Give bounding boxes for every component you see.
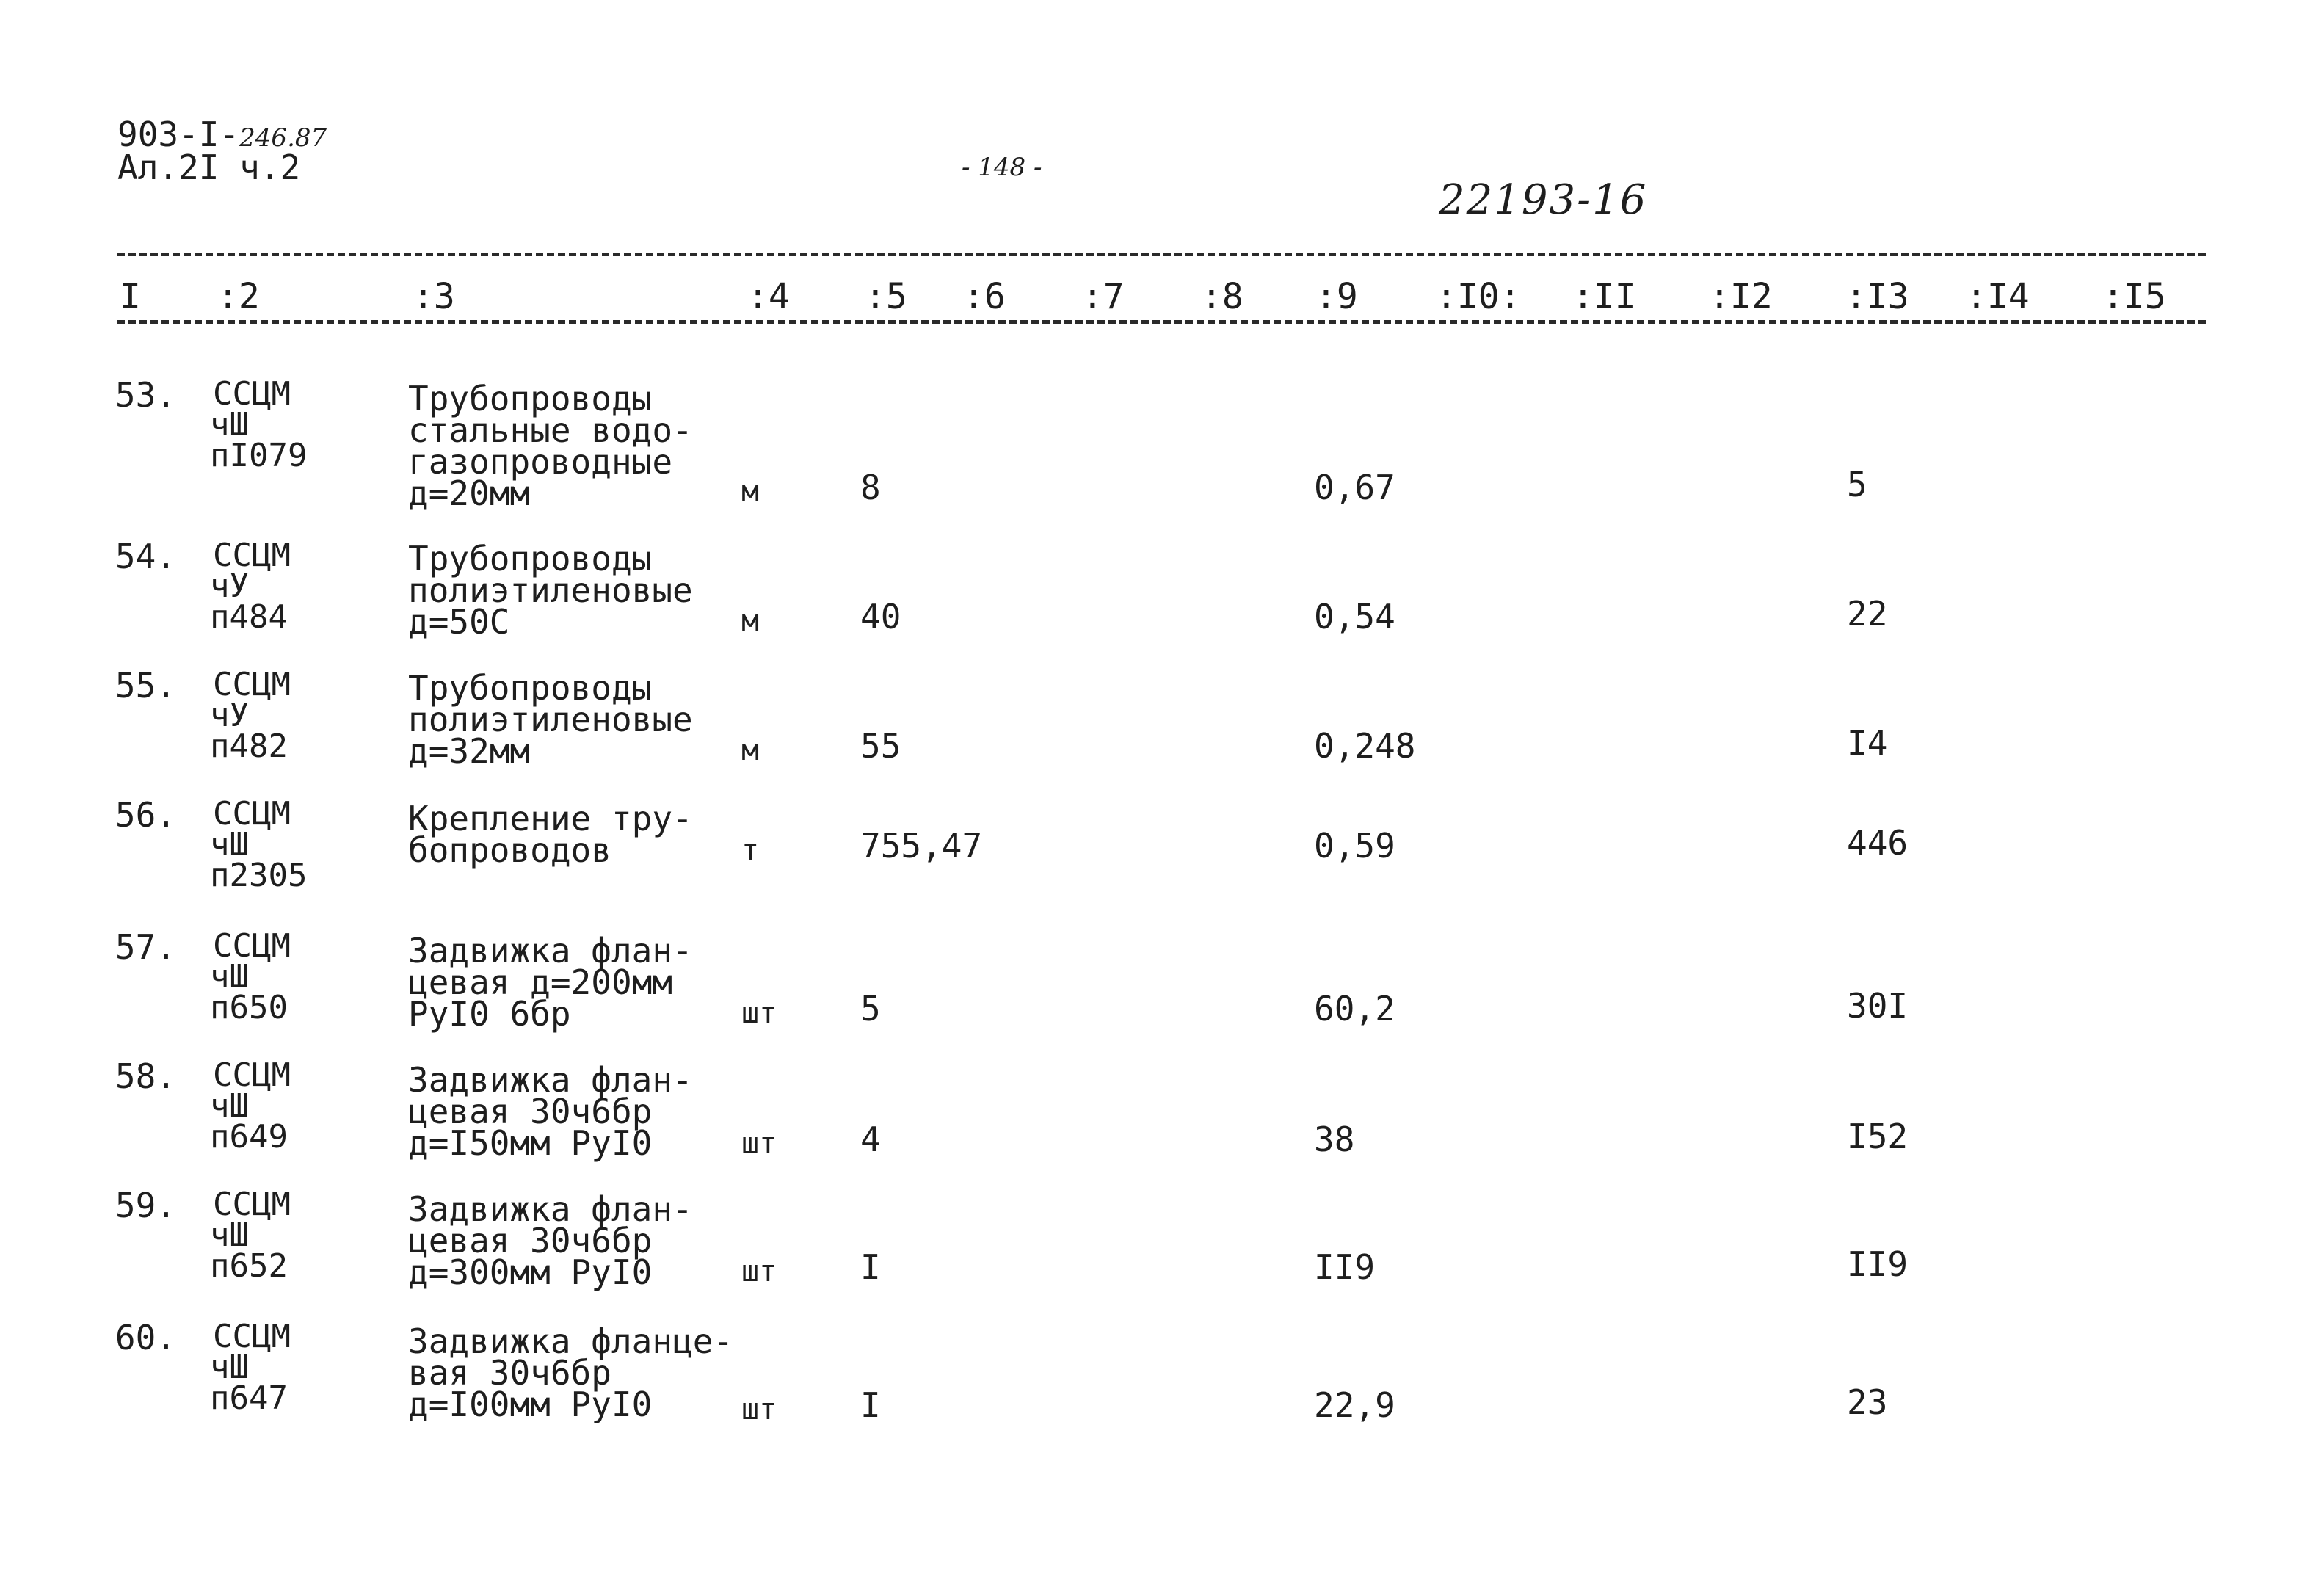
quantity: 4 <box>860 1120 881 1159</box>
item-name: Задвижка флан- <box>408 1189 693 1229</box>
total-cost: I52 <box>1847 1117 1909 1156</box>
unit-of-measure: шт <box>741 1255 777 1288</box>
price-reference: чШ <box>210 826 249 863</box>
quantity: 55 <box>860 726 901 766</box>
item-name: д=I50мм РуI0 <box>408 1123 653 1163</box>
price-reference: ССЦМ <box>213 537 291 574</box>
price-reference: чШ <box>210 1349 249 1386</box>
row-number: 59. <box>115 1186 176 1225</box>
total-cost: 5 <box>1847 465 1867 504</box>
price-reference: п484 <box>210 598 288 636</box>
quantity: I <box>860 1247 881 1287</box>
price-reference: пI079 <box>210 437 308 474</box>
item-name: цевая 30ч6бр <box>408 1092 653 1131</box>
price-reference: п647 <box>210 1379 288 1417</box>
item-name: д=I00мм РуI0 <box>408 1385 653 1424</box>
quantity: 5 <box>860 989 881 1029</box>
unit-price: 0,54 <box>1314 597 1395 636</box>
unit-of-measure: шт <box>741 1127 777 1161</box>
row-number: 57. <box>115 927 176 967</box>
quantity: 8 <box>860 468 881 507</box>
total-cost: 446 <box>1847 823 1909 863</box>
quantity: I <box>860 1385 881 1425</box>
price-reference: чШ <box>210 406 249 443</box>
item-name: д=300мм РуI0 <box>408 1252 653 1292</box>
item-name: цевая д=200мм <box>408 962 673 1002</box>
price-reference: чУ <box>210 697 249 734</box>
total-cost: 23 <box>1847 1382 1888 1422</box>
item-name: Крепление тру- <box>408 799 693 838</box>
unit-of-measure: шт <box>741 996 777 1030</box>
column-header-1: I <box>120 276 141 317</box>
column-header-11: :II <box>1572 276 1636 317</box>
unit-of-measure: шт <box>741 1393 777 1426</box>
header-bottom-rule <box>117 320 2206 324</box>
column-header-9: :9 <box>1315 276 1358 317</box>
row-number: 60. <box>115 1318 176 1357</box>
price-reference: п2305 <box>210 857 308 894</box>
price-reference: п650 <box>210 989 288 1026</box>
column-header-3: :3 <box>413 276 455 317</box>
price-reference: чШ <box>210 958 249 995</box>
unit-of-measure: т <box>741 833 760 867</box>
price-reference: чШ <box>210 1087 249 1125</box>
total-cost: II9 <box>1847 1244 1909 1284</box>
row-number: 56. <box>115 795 176 835</box>
unit-price: 0,248 <box>1314 726 1416 766</box>
column-header-13: :I3 <box>1845 276 1909 317</box>
unit-of-measure: м <box>741 733 760 767</box>
item-name: д=20мм <box>408 474 531 513</box>
item-name: Задвижка флан- <box>408 931 693 971</box>
total-cost: I4 <box>1847 723 1888 763</box>
unit-price: 60,2 <box>1314 989 1395 1029</box>
price-reference: ССЦМ <box>213 1056 291 1094</box>
unit-of-measure: м <box>741 475 760 509</box>
item-name: Задвижка фланце- <box>408 1321 734 1361</box>
total-cost: 22 <box>1847 594 1888 634</box>
item-name: полиэтиленовые <box>408 570 693 610</box>
price-reference: ССЦМ <box>213 375 291 413</box>
column-header-5: :5 <box>865 276 907 317</box>
quantity: 40 <box>860 597 901 636</box>
item-name: Трубопроводы <box>408 539 653 578</box>
unit-price: 38 <box>1314 1120 1355 1159</box>
row-number: 54. <box>115 537 176 576</box>
quantity: 755,47 <box>860 826 983 866</box>
price-reference: ССЦМ <box>213 795 291 833</box>
total-cost: 30I <box>1847 986 1909 1026</box>
column-header-8: :8 <box>1201 276 1243 317</box>
header-top-rule <box>117 253 2206 256</box>
price-reference: ССЦМ <box>213 927 291 965</box>
item-name: Задвижка флан- <box>408 1060 693 1100</box>
item-name: д=32мм <box>408 731 531 771</box>
column-header-15: :I5 <box>2102 276 2166 317</box>
unit-price: 0,67 <box>1314 468 1395 507</box>
price-reference: чШ <box>210 1216 249 1254</box>
price-reference: п482 <box>210 728 288 765</box>
price-reference: чУ <box>210 567 249 605</box>
price-reference: ССЦМ <box>213 666 291 703</box>
unit-price: 22,9 <box>1314 1385 1395 1425</box>
document-number: 22193-16 <box>1439 176 1648 224</box>
item-name: полиэтиленовые <box>408 700 693 739</box>
item-name: РуI0 6бр <box>408 994 571 1034</box>
row-number: 53. <box>115 375 176 415</box>
column-header-10: :I0: <box>1436 276 1521 317</box>
row-number: 58. <box>115 1056 176 1096</box>
column-header-6: :6 <box>963 276 1006 317</box>
price-reference: ССЦМ <box>213 1186 291 1223</box>
document-code-printed: 903-I- <box>117 115 240 154</box>
column-header-14: :I4 <box>1966 276 2030 317</box>
item-name: бопроводов <box>408 830 611 870</box>
page-number: - 148 - <box>962 153 1042 182</box>
item-name: газопроводные <box>408 442 673 482</box>
price-reference: п652 <box>210 1247 288 1285</box>
item-name: Трубопроводы <box>408 379 653 418</box>
document-code-handwritten: 246.87 <box>239 123 327 153</box>
unit-of-measure: м <box>741 604 760 638</box>
item-name: д=50С <box>408 602 510 642</box>
item-name: цевая 30ч6бр <box>408 1221 653 1261</box>
column-header-12: :I2 <box>1709 276 1773 317</box>
unit-price: II9 <box>1314 1247 1376 1287</box>
row-number: 55. <box>115 666 176 706</box>
sheet-reference: Ал.2I ч.2 <box>117 148 301 187</box>
column-header-4: :4 <box>747 276 790 317</box>
price-reference: ССЦМ <box>213 1318 291 1355</box>
column-header-7: :7 <box>1082 276 1125 317</box>
column-header-2: :2 <box>217 276 260 317</box>
item-name: стальные водо- <box>408 410 693 450</box>
item-name: Трубопроводы <box>408 668 653 708</box>
item-name: вая 30ч6бр <box>408 1353 611 1393</box>
price-reference: п649 <box>210 1118 288 1156</box>
unit-price: 0,59 <box>1314 826 1395 866</box>
